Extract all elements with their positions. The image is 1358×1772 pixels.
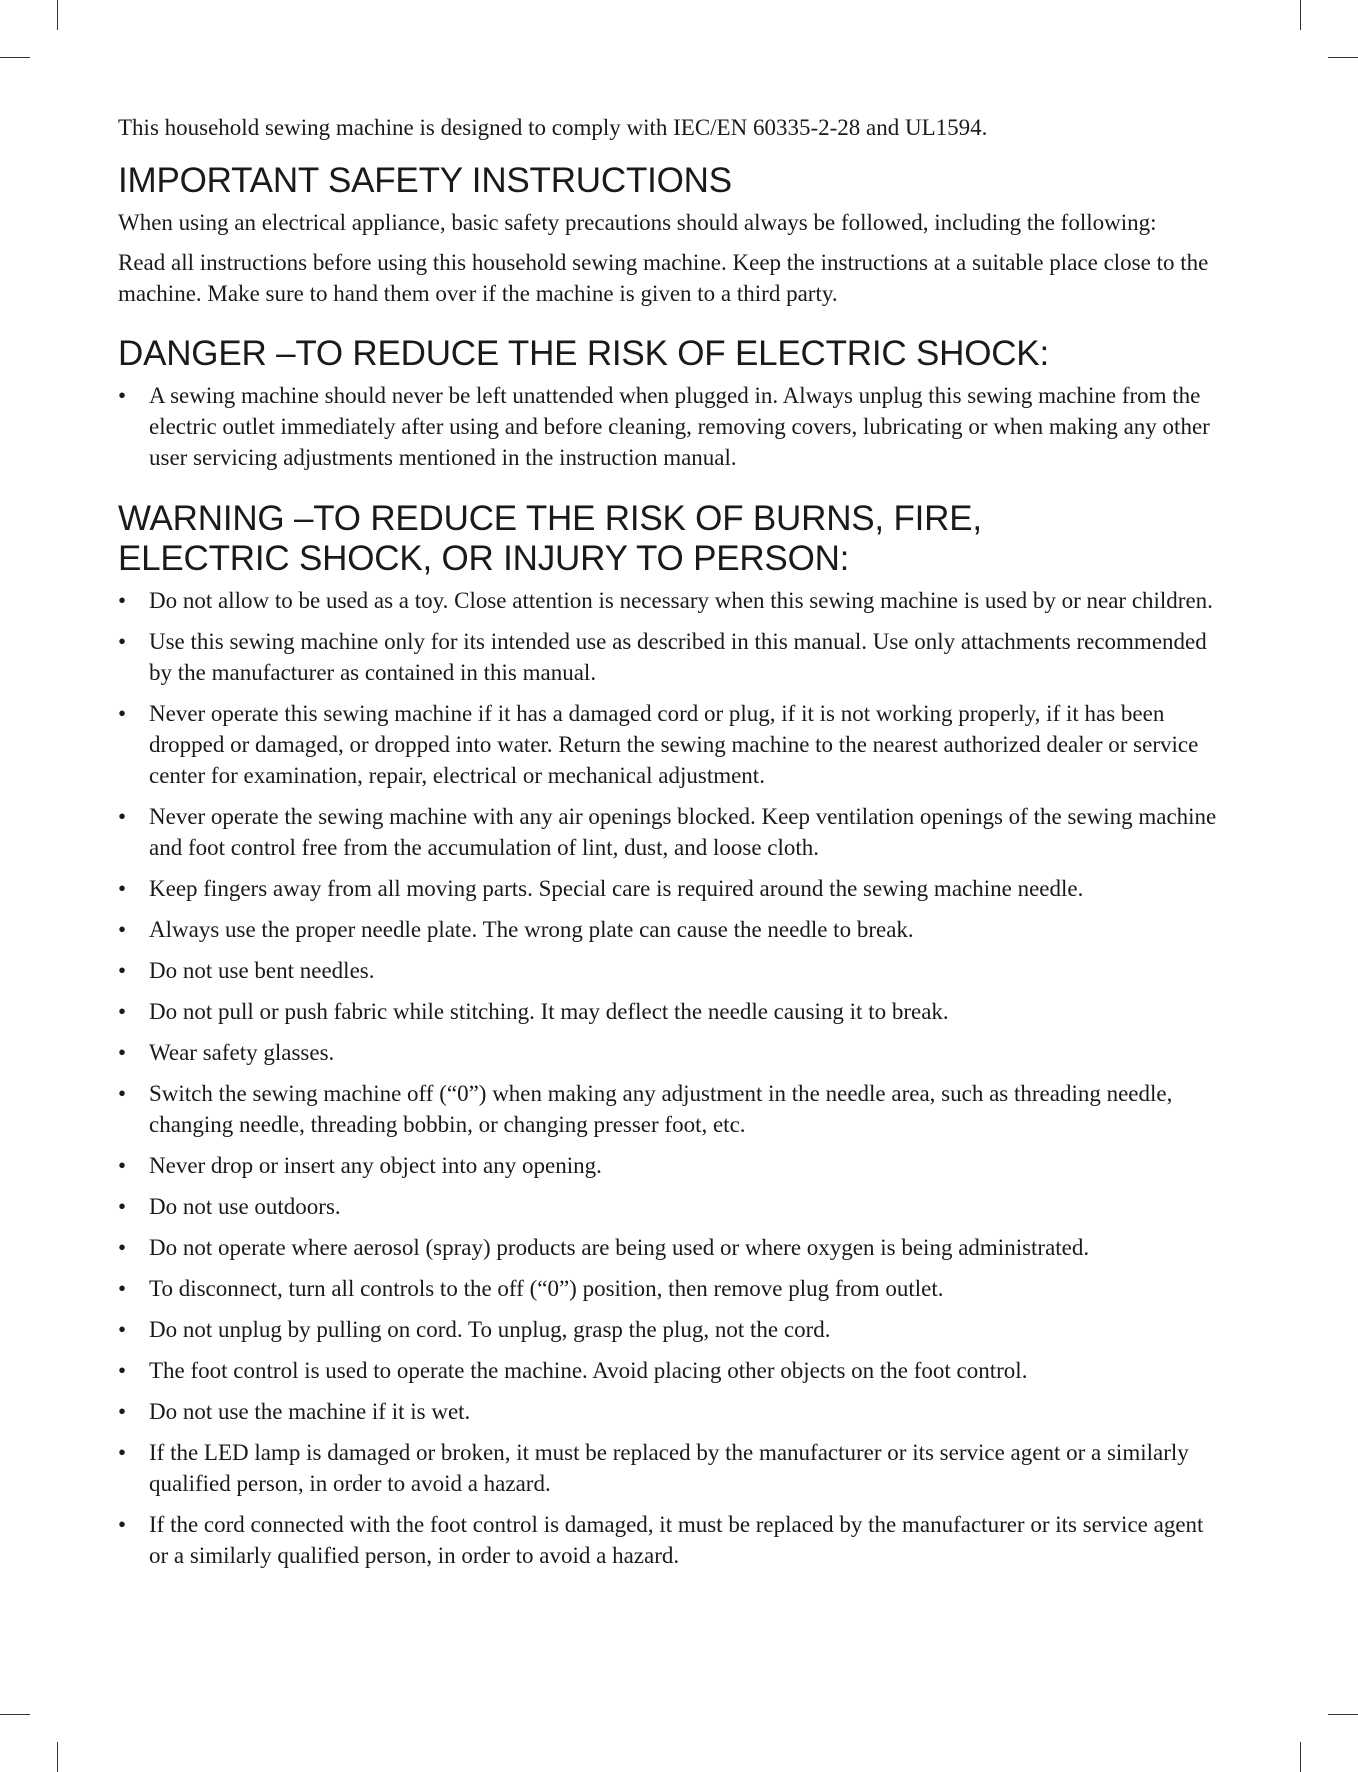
- bullet-icon: •: [118, 588, 127, 613]
- bullet-icon: •: [118, 1317, 127, 1342]
- read-instructions-paragraph: Read all instructions before using this household sewing machine. Keep the instructions at a suitable place close to the machine. Make sure to hand them over if the machine is given to a third party.: [118, 250, 1209, 306]
- crop-mark-bottom-left-h: [0, 1714, 30, 1715]
- crop-mark-top-left-h: [0, 57, 30, 58]
- bullet-icon: •: [118, 629, 127, 654]
- bullet-icon: •: [118, 917, 127, 942]
- bullet-icon: •: [118, 958, 127, 983]
- danger-list: [118, 380, 1218, 473]
- crop-mark-top-right-h: [1328, 57, 1358, 58]
- crop-mark-bottom-right: [1300, 1742, 1301, 1772]
- danger-section: [118, 334, 1218, 473]
- bullet-icon: •: [118, 1512, 127, 1537]
- crop-mark-top-left: [57, 0, 58, 30]
- list-item: • Do not operate where aerosol (spray) products are being used or where oxygen is being administrated.: [118, 1232, 1218, 1263]
- bullet-icon: •: [118, 383, 127, 408]
- list-item: • The foot control is used to operate the machine. Avoid placing other objects on the foot control.: [118, 1355, 1218, 1386]
- list-item: • Use this sewing machine only for its intended use as described in this manual. Use only attachments recommended by the manufacturer as contained in this manual.: [118, 626, 1218, 688]
- bullet-icon: •: [118, 1440, 127, 1465]
- bullet-icon: •: [118, 1358, 127, 1383]
- list-item: • Always use the proper needle plate. The wrong plate can cause the needle to break.: [118, 914, 1218, 945]
- list-item: • Do not use the machine if it is wet.: [118, 1396, 1218, 1427]
- list-item: • Wear safety glasses.: [118, 1037, 1218, 1068]
- list-item: • To disconnect, turn all controls to the off (“0”) position, then remove plug from outlet.: [118, 1273, 1218, 1304]
- list-item: • Keep fingers away from all moving parts. Special care is required around the sewing machine needle.: [118, 873, 1218, 904]
- list-item: • Do not unplug by pulling on cord. To unplug, grasp the plug, not the cord.: [118, 1314, 1218, 1345]
- bullet-icon: •: [118, 804, 127, 829]
- crop-mark-top-right: [1300, 0, 1301, 30]
- crop-mark-bottom-left: [57, 1742, 58, 1772]
- list-item: • Switch the sewing machine off (“0”) when making any adjustment in the needle area, such as threading needle, changing needle, threading bobbin, or changing presser foot, etc.: [118, 1078, 1218, 1140]
- list-item: • Do not allow to be used as a toy. Close attention is necessary when this sewing machine is used by or near children.: [118, 585, 1218, 616]
- bullet-icon: •: [118, 1194, 127, 1219]
- list-item: • Do not use outdoors.: [118, 1191, 1218, 1222]
- bullet-icon: •: [118, 1399, 127, 1424]
- list-item: • If the LED lamp is damaged or broken, it must be replaced by the manufacturer or its service agent or a similarly qualified person, in order to avoid a hazard.: [118, 1437, 1218, 1499]
- important-safety-heading: IMPORTANT SAFETY INSTRUCTIONS: [118, 161, 732, 200]
- list-item: • Do not pull or push fabric while stitching. It may deflect the needle causing it to break.: [118, 996, 1218, 1027]
- danger-heading: DANGER –TO REDUCE THE RISK OF ELECTRIC SHOCK:: [118, 334, 1049, 373]
- bullet-icon: •: [118, 701, 127, 726]
- important-safety-section: [118, 161, 1218, 309]
- warning-list: [118, 585, 1218, 1571]
- list-item: • Never operate the sewing machine with any air openings blocked. Keep ventilation openings of the sewing machine and foot control free from the accumulation of lint, dust, and loose cloth.: [118, 801, 1218, 863]
- bullet-icon: •: [118, 1276, 127, 1301]
- bullet-icon: •: [118, 1153, 127, 1178]
- bullet-icon: •: [118, 876, 127, 901]
- manual-page: [118, 112, 1218, 1581]
- list-item: • Do not use bent needles.: [118, 955, 1218, 986]
- list-item: • If the cord connected with the foot control is damaged, it must be replaced by the manufacturer or its service agent or a similarly qualified person, in order to avoid a hazard.: [118, 1509, 1218, 1571]
- warning-section: [118, 499, 1218, 1571]
- list-item: • Never operate this sewing machine if it has a damaged cord or plug, if it is not working properly, if it has been dropped or damaged, or dropped into water. Return the sewing machine to the nearest authorized dealer or service center for examination, repair, electrical or mechanical adjustment.: [118, 698, 1218, 791]
- bullet-icon: •: [118, 1235, 127, 1260]
- warning-heading: WARNING –TO REDUCE THE RISK OF BURNS, FIRE, ELECTRIC SHOCK, OR INJURY TO PERSON:: [118, 499, 982, 578]
- list-item: • A sewing machine should never be left unattended when plugged in. Always unplug this sewing machine from the electric outlet immediately after using and before cleaning, removing covers, lubricating or when making any other user servicing adjustments mentioned in the instruction manual.: [118, 380, 1218, 473]
- crop-mark-bottom-right-h: [1328, 1714, 1358, 1715]
- bullet-icon: •: [118, 1081, 127, 1106]
- list-item: • Never drop or insert any object into any opening.: [118, 1150, 1218, 1181]
- bullet-icon: •: [118, 999, 127, 1024]
- bullet-icon: •: [118, 1040, 127, 1065]
- intro-paragraph: When using an electrical appliance, basic safety precautions should always be followed, including the following:: [118, 210, 1157, 235]
- compliance-note: This household sewing machine is designed to comply with IEC/EN 60335-2-28 and UL1594.: [118, 115, 988, 140]
